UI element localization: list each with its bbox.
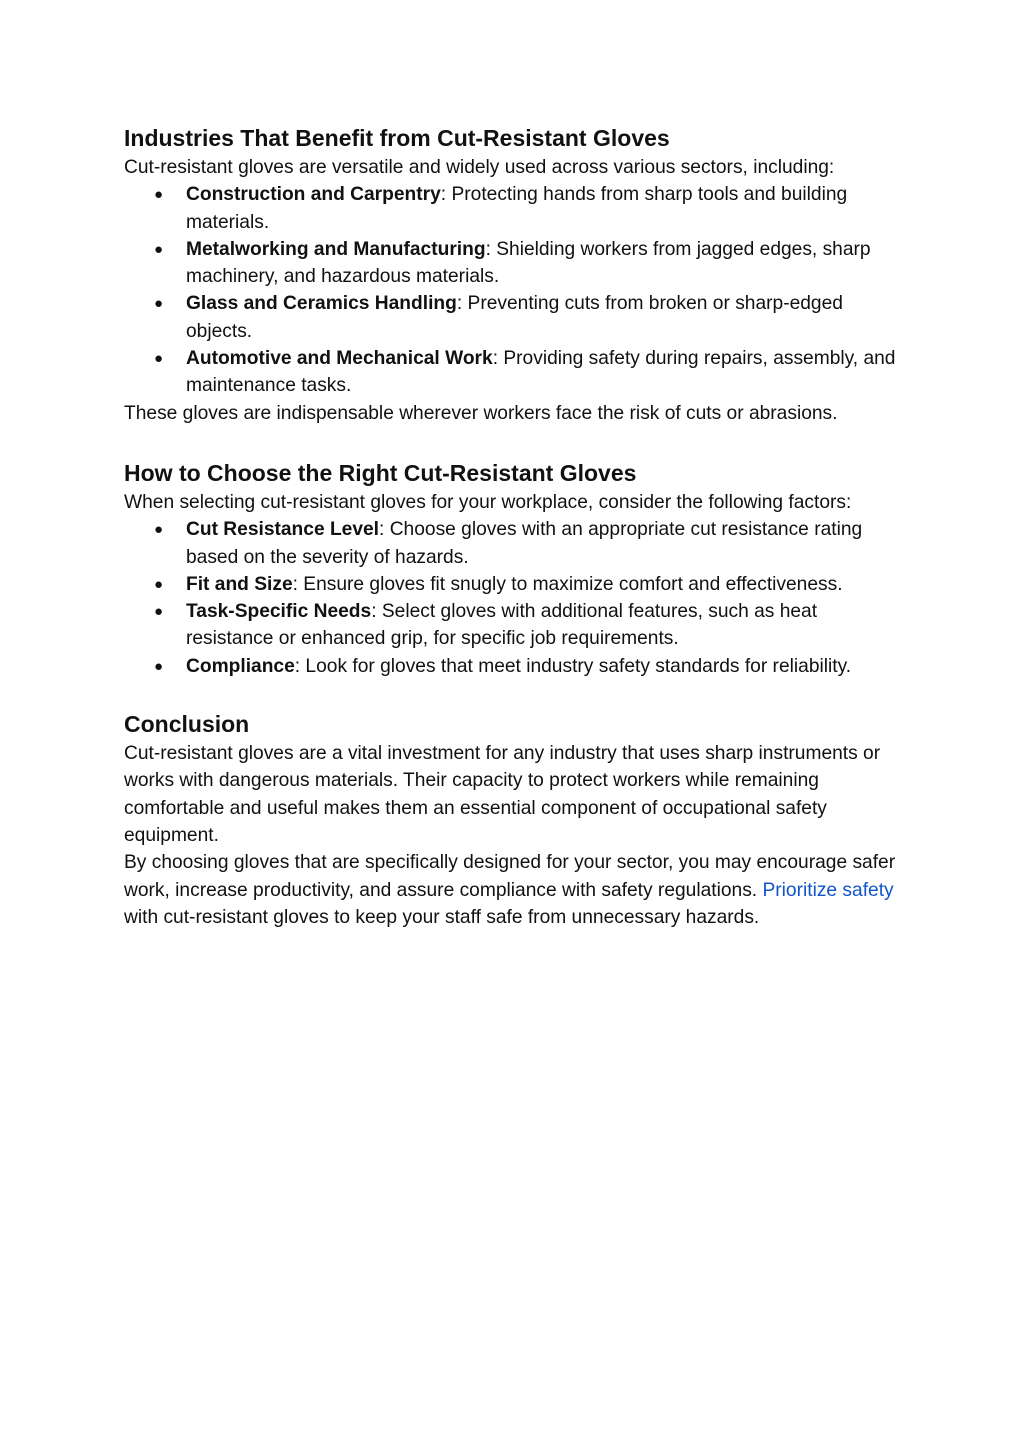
bullet-icon: ● (154, 186, 164, 204)
list-item (124, 516, 900, 571)
conclusion-paragraph-1: Cut-resistant gloves are a vital investment for any industry that uses sharp instruments or works with dangerous materials. Their capacity to protect workers while remaining comfortable and useful makes them an essential component of occupational safety equipment. (124, 743, 881, 846)
bullet-icon: ● (154, 295, 164, 313)
list-item-term: Construction and Carpentry (186, 184, 441, 206)
list-item (124, 345, 900, 400)
section-spacer (124, 680, 900, 708)
list-item-term: Automotive and Mechanical Work (186, 348, 493, 370)
list-item (124, 236, 900, 291)
conclusion-text-after-link: with cut-resistant gloves to keep your staff safe from unnecessary hazards. (124, 906, 760, 928)
section-heading-conclusion: Conclusion (124, 711, 250, 738)
bullet-icon: ● (154, 240, 164, 258)
list-item-term: Metalworking and Manufacturing (186, 238, 486, 260)
section-intro-choose: When selecting cut-resistant gloves for your workplace, consider the following factors: (124, 491, 852, 513)
list-item (124, 290, 900, 345)
list-item-text: : Providing safety during repairs, assembly, and maintenance tasks. (186, 348, 896, 397)
list-item-text: : Protecting hands from sharp tools and building materials. (186, 184, 848, 233)
bullet-icon: ● (154, 603, 164, 621)
bullet-icon: ● (154, 657, 164, 675)
list-item-text: : Shielding workers from jagged edges, sharp machinery, and hazardous materials. (186, 238, 871, 288)
list-item-text: : Select gloves with additional features, such as heat resistance or enhanced grip, for specific job requirements. (186, 601, 818, 650)
list-item (124, 653, 900, 680)
list-item-text: : Ensure gloves fit snugly to maximize comfort and effectiveness. (292, 573, 843, 595)
list-item (124, 181, 900, 236)
section-heading-choose: How to Choose the Right Cut-Resistant Gloves (124, 459, 637, 486)
list-item-term: Fit and Size (186, 573, 293, 595)
list-item-term: Task-Specific Needs (186, 601, 372, 623)
conclusion-paragraph-2 (124, 849, 900, 931)
bullet-icon: ● (154, 521, 164, 539)
prioritize-safety-link[interactable]: Prioritize safety (762, 879, 894, 901)
factors-list (124, 516, 900, 680)
list-item (124, 598, 900, 653)
list-item-text: : Look for gloves that meet industry safety standards for reliability. (294, 655, 852, 677)
list-item-text: : Preventing cuts from broken or sharp-edged objects. (186, 293, 843, 342)
bullet-icon: ● (154, 575, 164, 593)
list-item (124, 571, 900, 598)
bullet-icon: ● (154, 350, 164, 368)
document-page (124, 122, 900, 931)
industries-list (124, 181, 900, 399)
list-item-text: : Choose gloves with an appropriate cut resistance rating based on the severity of hazards. (186, 519, 863, 568)
section-spacer (124, 427, 900, 457)
list-item-term: Cut Resistance Level (186, 519, 380, 541)
section-intro-industries: Cut-resistant gloves are versatile and widely used across various sectors, including: (124, 157, 835, 178)
conclusion-text-before-link: By choosing gloves that are specifically designed for your sector, you may encourage safer work, increase productivity, and assure compliance with safety regulations. (124, 852, 896, 901)
section-heading-industries: Industries That Benefit from Cut-Resistant Gloves (124, 125, 670, 151)
list-item-term: Compliance (186, 655, 295, 677)
list-item-term: Glass and Ceramics Handling (186, 293, 457, 315)
section-outro-industries: These gloves are indispensable wherever workers face the risk of cuts or abrasions. (124, 402, 838, 424)
